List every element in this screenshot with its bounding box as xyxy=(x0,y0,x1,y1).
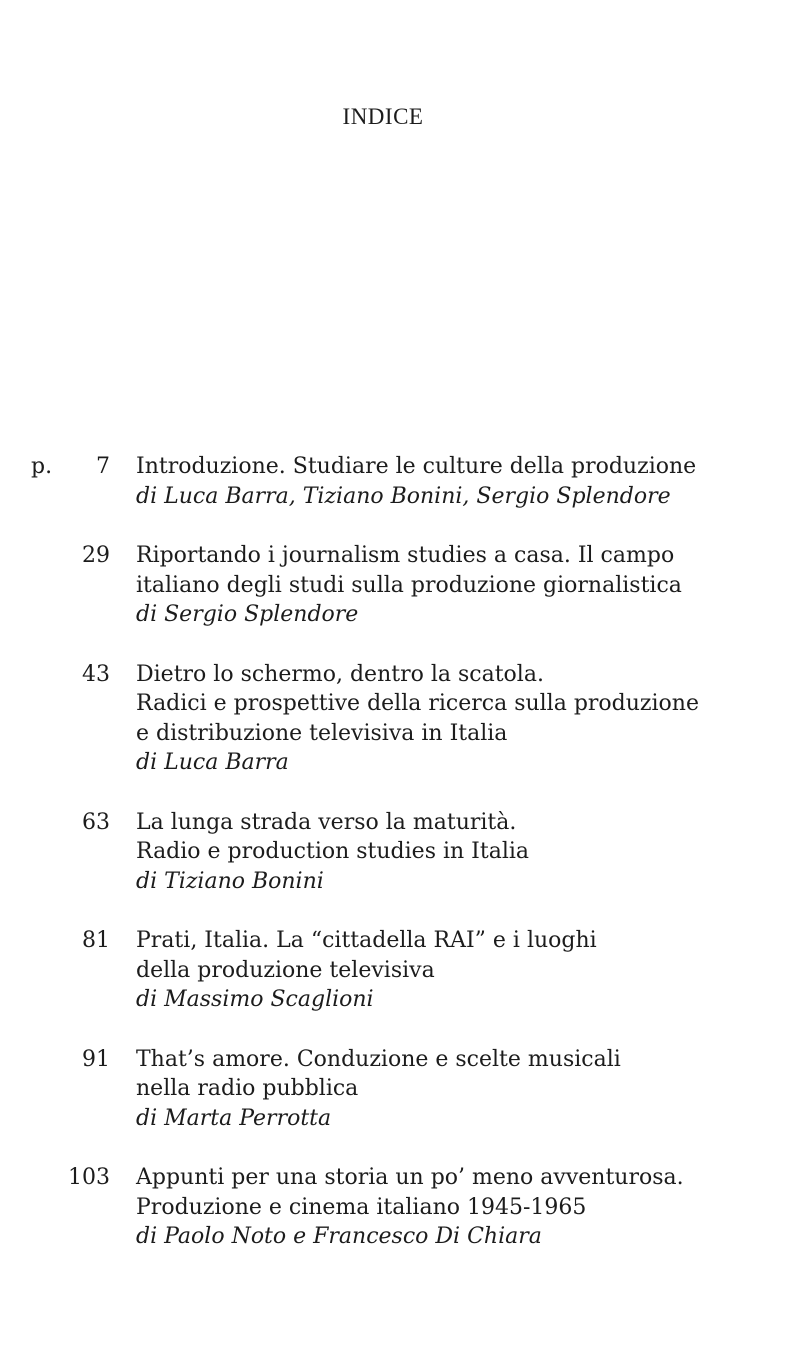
entry-author: di Luca Barra, Tiziano Bonini, Sergio Splendore xyxy=(136,483,671,509)
entry-title-line: La lunga strada verso la maturità. xyxy=(136,809,517,835)
entry-body xyxy=(136,541,696,630)
entry-author: di Luca Barra xyxy=(136,750,289,775)
entry-title-line: Dietro lo schermo, dentro la scatola. xyxy=(136,661,544,687)
entry-body xyxy=(136,660,699,778)
page-prefix: p. xyxy=(31,454,53,479)
entry-title-line: That’s amore. Conduzione e scelte musicali xyxy=(136,1046,621,1072)
entry-page-number: 81 xyxy=(82,928,110,953)
entry-title-line: Radici e prospettive della ricerca sulla produzione xyxy=(136,691,699,716)
entry-title-line: Produzione e cinema italiano 1945-1965 xyxy=(136,1194,587,1220)
entry-page-number: 29 xyxy=(82,543,110,568)
toc-entry xyxy=(0,1163,800,1252)
toc-entry xyxy=(0,660,800,778)
entry-title-line: Riportando i journalism studies a casa. Il campo xyxy=(136,543,675,568)
toc-entry xyxy=(0,926,800,1015)
entry-body xyxy=(136,452,696,511)
entry-body xyxy=(136,1163,696,1252)
entry-title-line: italiano degli studi sulla produzione giornalistica xyxy=(136,572,682,598)
entry-body xyxy=(136,1045,696,1134)
entry-title-line: Radio e production studies in Italia xyxy=(136,839,530,864)
entry-author: di Paolo Noto e Francesco Di Chiara xyxy=(136,1224,542,1249)
entry-title-line: nella radio pubblica xyxy=(136,1076,359,1101)
entry-title-line: Prati, Italia. La “cittadella RAI” e i luoghi xyxy=(136,928,597,953)
entry-page-number: 63 xyxy=(82,809,110,835)
entry-author: di Massimo Scaglioni xyxy=(136,987,374,1012)
entry-page-number: 103 xyxy=(68,1165,110,1190)
page-title: INDICE xyxy=(342,104,424,129)
toc-entry xyxy=(0,808,800,897)
entry-title-line: Appunti per una storia un po’ meno avventurosa. xyxy=(136,1165,684,1190)
entry-author: di Sergio Splendore xyxy=(136,602,359,627)
entry-body xyxy=(136,926,696,1015)
entry-title-line: Introduzione. Studiare le culture della produzione xyxy=(136,454,697,479)
entry-page-number: 7 xyxy=(96,454,110,479)
toc-entry xyxy=(0,1045,800,1134)
entry-author: di Marta Perrotta xyxy=(136,1105,332,1131)
entry-title-line: della produzione televisiva xyxy=(136,957,435,983)
entry-body xyxy=(136,808,696,897)
toc-entry xyxy=(0,541,800,630)
entry-author: di Tiziano Bonini xyxy=(136,868,324,894)
entry-page-number: 91 xyxy=(82,1046,110,1072)
toc-entry xyxy=(0,452,800,511)
entry-page-number: 43 xyxy=(82,661,110,687)
entry-title-line: e distribuzione televisiva in Italia xyxy=(136,720,508,746)
table-of-contents xyxy=(0,452,800,1282)
